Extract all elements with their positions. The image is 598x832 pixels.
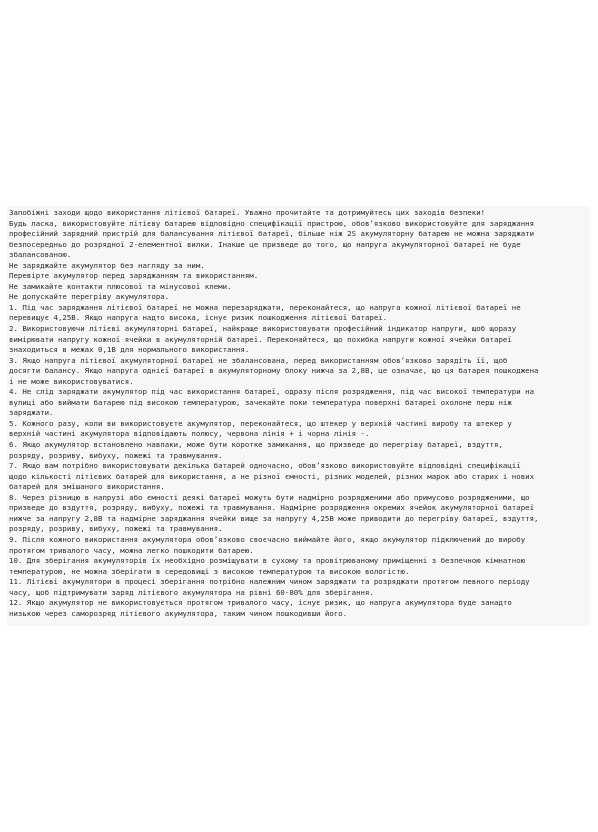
text-line: і не може використовуватися. (9, 376, 134, 386)
text-line: розряду, розриву, вибуху, пожежі та травмування. (9, 524, 223, 534)
text-line: температурою, не можна зберігати в середовищі з високою температурою та високою вологістю. (9, 566, 410, 576)
text-line: призведе до вздуття, розряду, вибуху, пожежі та травмування. Надмірне розрядження окремих ячейок акумуляторної батареї (9, 503, 535, 513)
text-line: 7. Якщо вам потрібно використовувати декілька батарей одночасно, обов’язково використовуйте відповідні специфікації (9, 461, 521, 471)
text-line: 6. Якщо акумулятор встановлено навпаки, може бути коротке замикання, що призведе до перегріву батареї, вздуття, (9, 440, 503, 450)
text-line: знаходиться в межах 0,1В для нормального використання. (9, 345, 250, 355)
text-line: 2. Використовуючи літієві акумуляторні батареї, найкраще використовувати професійний індикатор напруги, щоб щоразу (9, 324, 517, 334)
text-line: заряджати. (9, 408, 54, 418)
text-line: Не допускайте перегріву акумулятора. (9, 292, 170, 302)
text-line: 10. Для зберігання акумуляторів їх необхідно розміщувати в сухому та провітрюваному приміщенні з безпечною кімнатною (9, 556, 526, 566)
text-line: нижче за напругу 2,8В та надмірне заряджання ячейки вище за напругу 4,25В може приводити до перегріву батареї, вздуття, (9, 513, 539, 523)
document-text (9, 208, 588, 619)
text-line: щодо кількості літієвих батарей для використання, а не різної ємності, різних моделей, різних марок або старих і нових (9, 471, 535, 481)
text-line: перевищує 4,25В. Якщо напруга надто висока, існує ризик пошкодження літієвої батареї. (9, 313, 388, 323)
text-line: 4. Не слід заряджати акумулятор під час використання батареї, одразу після розрядження, під час високої температури на (9, 387, 535, 397)
text-line: вулиці або виймати батарею під високою температурою, зачекайте поки температура поверхні батареї охолоне перш ніж (9, 397, 512, 407)
text-line: 9. Після кожного використання акумулятора обов’язково своєчасно виймайте його, якщо акумулятор підключений до виробу (9, 534, 526, 544)
text-line: протягом тривалого часу, можна легко пошкодити батарею. (9, 545, 254, 555)
text-line: низькою через саморозряд літієвого акумулятора, таким чином пошкодивши його. (9, 608, 348, 618)
text-line: вимірювати напругу кожної ячейки в акумуляторній батареї. Переконайтеся, що похибка напруги кожної ячейки батареї (9, 334, 512, 344)
text-line: розряду, розриву, вибуху, пожежі та травмування. (9, 450, 223, 460)
text-line: 1. Під час заряджання літієвої батареї не можна перезаряджати, переконайтеся, що напруга кожної літієвої батареї не (9, 302, 521, 312)
text-line: 5. Кожного разу, коли ви використовуєте акумулятор, переконайтеся, що штекер у верхній частині виробу та штекер у (9, 418, 512, 428)
text-line: Будь ласка, використовуйте літієву батарею відповідно специфікації пристрою, обов’язково використовуйте для заряджання (9, 218, 535, 228)
text-line: досягти балансу. Якщо напруга однієї батареї в акумуляторному блоку нижча за 2,8В, це означає, що ця батарея пошкоджена (9, 366, 539, 376)
text-line: Запобіжні заходи щодо використання літієвої батареї. Уважно прочитайте та дотримуйтесь цих заходів безпеки! (9, 208, 486, 217)
text-line: безпосередньо до розрядної 2-елементної вилки. Інакше це призведе до того, що напруга акумуляторної батареї не буде (9, 239, 521, 249)
text-line: верхній частині акумулятора відповідають полюсу, червона лінія + і чорна лінія -. (9, 429, 370, 439)
text-line: часу, щоб підтримувати заряд літієвого акумулятора на рівні 60-80% для зберігання. (9, 587, 374, 597)
text-line: батарей для змішаного використання. (9, 482, 165, 492)
text-line: Перевірте акумулятор перед заряджанням та використанням. (9, 271, 259, 281)
document-sheet (7, 206, 590, 626)
text-line: 12. Якщо акумулятор не використовується протягом тривалого часу, існує ризик, що напруга акумулятора буде занадто (9, 598, 512, 608)
text-line: збалансованою. (9, 250, 72, 260)
text-line: 8. Через різницю в напрузі або ємності деякі батареї можуть бути надмірно розрядженими або примусово розрядженими, що (9, 492, 530, 502)
text-line: 11. Літієві акумулятори в процесі зберігання потрібно належним чином заряджати та розряджати протягом певного періоду (9, 577, 530, 587)
text-line: професійний зарядний пристрій для балансування літієвої батареї, більше ніж 2S акумуляторну батарею не можна заряджати (9, 229, 535, 239)
text-line: Не заряджайте акумулятор без нагляду за ним. (9, 260, 205, 270)
text-line: 3. Якщо напруга літієвої акумуляторної батареї не збалансована, перед використанням обов’язково зарядіть її, щоб (9, 355, 508, 365)
text-line: Не замикайте контакти плюсової та мінусової клеми. (9, 281, 232, 291)
